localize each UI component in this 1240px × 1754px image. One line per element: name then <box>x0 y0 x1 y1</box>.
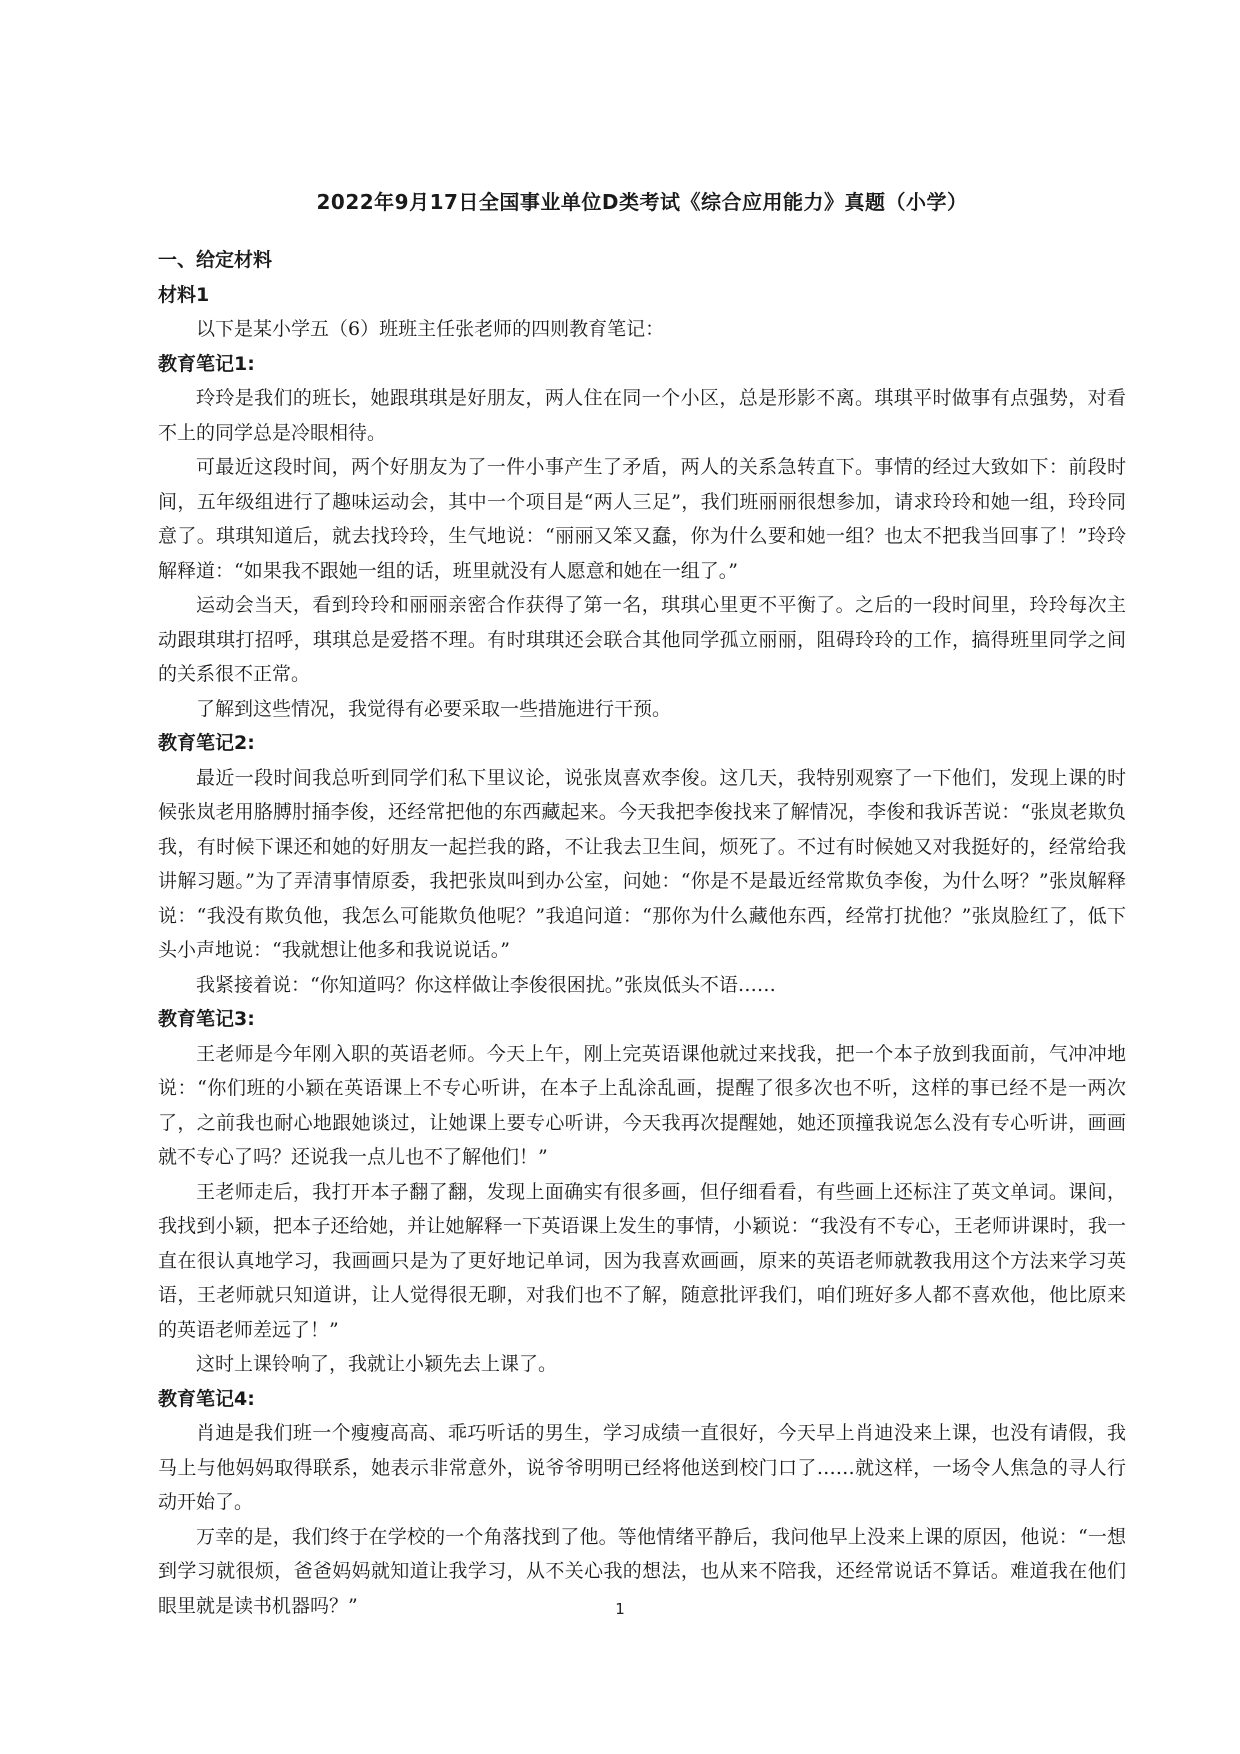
page-number: 1 <box>615 1600 625 1618</box>
section-heading: 一、给定材料 <box>158 249 273 271</box>
material-heading: 材料1 <box>158 283 210 306</box>
note-heading: 教育笔记1: <box>158 352 255 375</box>
note-paragraph: 了解到这些情况，我觉得有必要采取一些措施进行干预。 <box>196 697 672 720</box>
note-paragraph: 最近一段时间我总听到同学们私下里议论，说张岚喜欢李俊。这几天，我特别观察了一下他们，发现上课的时候张岚老用胳膊肘捅李俊，还经常把他的东西藏起来。今天我把李俊找来了解情况，李俊和我诉苦说：“张岚老欺负我，有时候下课还和她的好朋友一起拦我的路，不让我去卫生间，烦死了。不过有时候她又对我挺好的，经常给我讲解习题。”为了弄清事情原委，我把张岚叫到办公室，问她：“你是不是最近经常欺负李俊，为什么呀？”张岚解释说：“我没有欺负他，我怎么可能欺负他呢？”我追问道：“那你为什么藏他东西，经常打扰他？”张岚脸红了，低下头小声地说：“我就想让他多和我说说话。” <box>158 766 1126 961</box>
note-paragraph: 万幸的是，我们终于在学校的一个角落找到了他。等他情绪平静后，我问他早上没来上课的原因，他说：“一想到学习就很烦，爸爸妈妈就知道让我学习，从不关心我的想法，也从来不陪我，还经常说话不算话。难道我在他们眼里就是读书机器吗？” <box>158 1525 1126 1617</box>
note-heading: 教育笔记4: <box>158 1387 255 1410</box>
note-paragraph: 肖迪是我们班一个瘦瘦高高、乖巧听话的男生，学习成绩一直很好，今天早上肖迪没来上课，也没有请假，我马上与他妈妈取得联系，她表示非常意外，说爷爷明明已经将他送到校门口了……就这样，一场令人焦急的寻人行动开始了。 <box>158 1422 1126 1513</box>
note-paragraph: 我紧接着说：“你知道吗？你这样做让李俊很困扰。”张岚低头不语…… <box>196 973 776 996</box>
note-paragraph: 运动会当天，看到玲玲和丽丽亲密合作获得了第一名，琪琪心里更不平衡了。之后的一段时间里，玲玲每次主动跟琪琪打招呼，琪琪总是爱搭不理。有时琪琪还会联合其他同学孤立丽丽，阻碍玲玲的工作，搞得班里同学之间的关系很不正常。 <box>158 594 1126 685</box>
document-title: 2022年9月17日全国事业单位D类考试《综合应用能力》真题（小学） <box>316 190 968 214</box>
note-paragraph: 王老师是今年刚入职的英语老师。今天上午，刚上完英语课他就过来找我，把一个本子放到我面前，气冲冲地说：“你们班的小颖在英语课上不专心听讲，在本子上乱涂乱画，提醒了很多次也不听，这样的事已经不是一两次了，之前我也耐心地跟她谈过，让她课上要专心听讲，今天我再次提醒她，她还顶撞我说怎么没有专心听讲，画画就不专心了吗？还说我一点儿也不了解他们！” <box>158 1042 1126 1168</box>
note-heading: 教育笔记3: <box>158 1008 255 1030</box>
note-heading: 教育笔记2: <box>158 732 255 754</box>
note-paragraph: 王老师走后，我打开本子翻了翻，发现上面确实有很多画，但仔细看看，有些画上还标注了英文单词。课间，我找到小颖，把本子还给她，并让她解释一下英语课上发生的事情，小颖说：“我没有不专心，王老师讲课时，我一直在很认真地学习，我画画只是为了更好地记单词，因为我喜欢画画，原来的英语老师就教我用这个方法来学习英语，王老师就只知道讲，让人觉得很无聊，对我们也不了解，随意批评我们，咱们班好多人都不喜欢他，他比原来的英语老师差远了！” <box>158 1180 1126 1341</box>
document-page <box>158 186 1126 1623</box>
intro-paragraph: 以下是某小学五（6）班班主任张老师的四则教育笔记： <box>196 318 665 340</box>
note-paragraph: 玲玲是我们的班长，她跟琪琪是好朋友，两人住在同一个小区，总是形影不离。琪琪平时做事有点强势，对看不上的同学总是冷眼相待。 <box>158 387 1126 444</box>
note-paragraph: 可最近这段时间，两个好朋友为了一件小事产生了矛盾，两人的关系急转直下。事情的经过大致如下：前段时间，五年级组进行了趣味运动会，其中一个项目是“两人三足”，我们班丽丽很想参加，请求玲玲和她一组，玲玲同意了。琪琪知道后，就去找玲玲，生气地说：“丽丽又笨又蠢，你为什么要和她一组？也太不把我当回事了！”玲玲解释道：“如果我不跟她一组的话，班里就没有人愿意和她在一组了。” <box>158 456 1126 582</box>
note-paragraph: 这时上课铃响了，我就让小颖先去上课了。 <box>196 1353 558 1375</box>
